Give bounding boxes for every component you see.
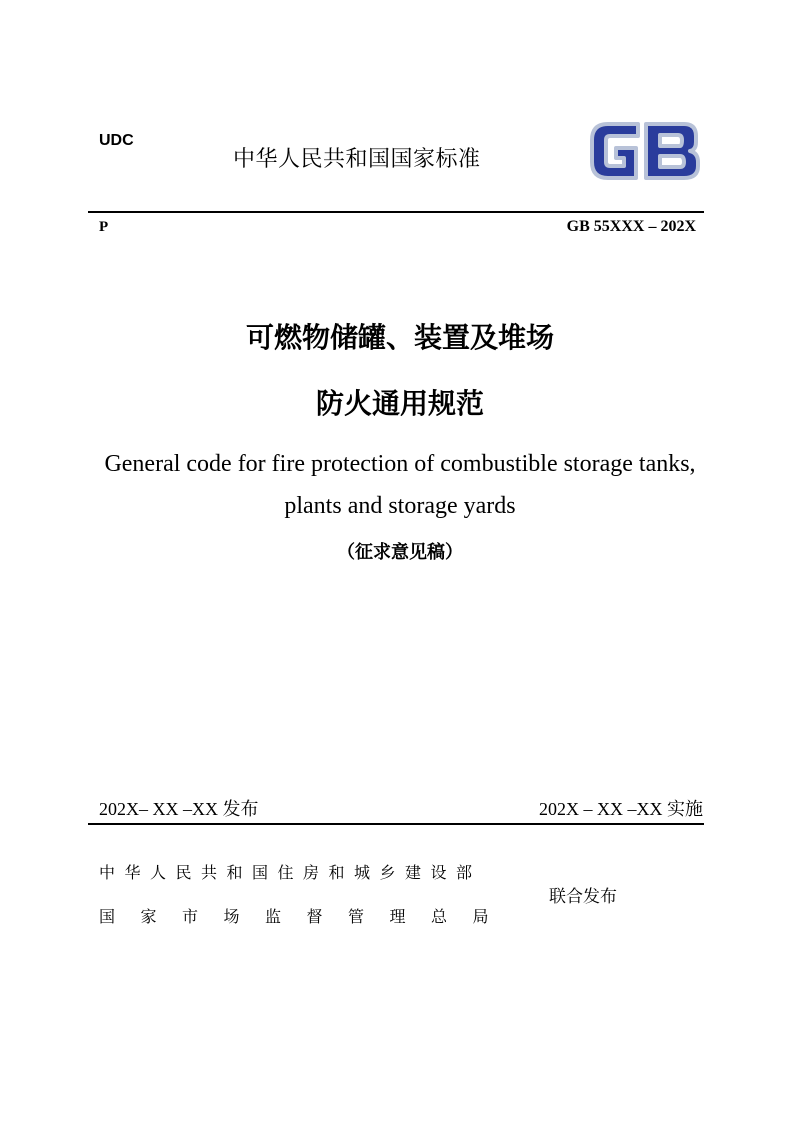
draft-note: （征求意见稿） — [337, 542, 463, 563]
standard-type: 中华人民共和国国家标准 — [233, 147, 481, 172]
issuer-org-2: 国家市场监督管理总局 — [99, 907, 515, 926]
implement-date: 202X – XX –XX 实施 — [539, 799, 703, 819]
title-en-line2: plants and storage yards — [284, 493, 516, 519]
title-en-line1: General code for fire protection of combustible storage tanks, — [104, 451, 696, 477]
classification-code: P — [99, 219, 109, 235]
issuer-org-1: 中华人民共和国住房和城乡建设部 — [99, 863, 482, 882]
standard-code: GB 55XXX – 202X — [566, 218, 696, 235]
joint-release: 联合发布 — [549, 887, 617, 907]
gb-logo-icon — [586, 118, 702, 182]
release-date: 202X– XX –XX 发布 — [99, 799, 259, 819]
title-zh-line1: 可燃物储罐、装置及堆场 — [245, 321, 554, 354]
header-rule — [88, 211, 704, 213]
title-zh-line2: 防火通用规范 — [315, 387, 484, 420]
udc-label: UDC — [99, 132, 134, 149]
footer-rule — [88, 823, 704, 825]
